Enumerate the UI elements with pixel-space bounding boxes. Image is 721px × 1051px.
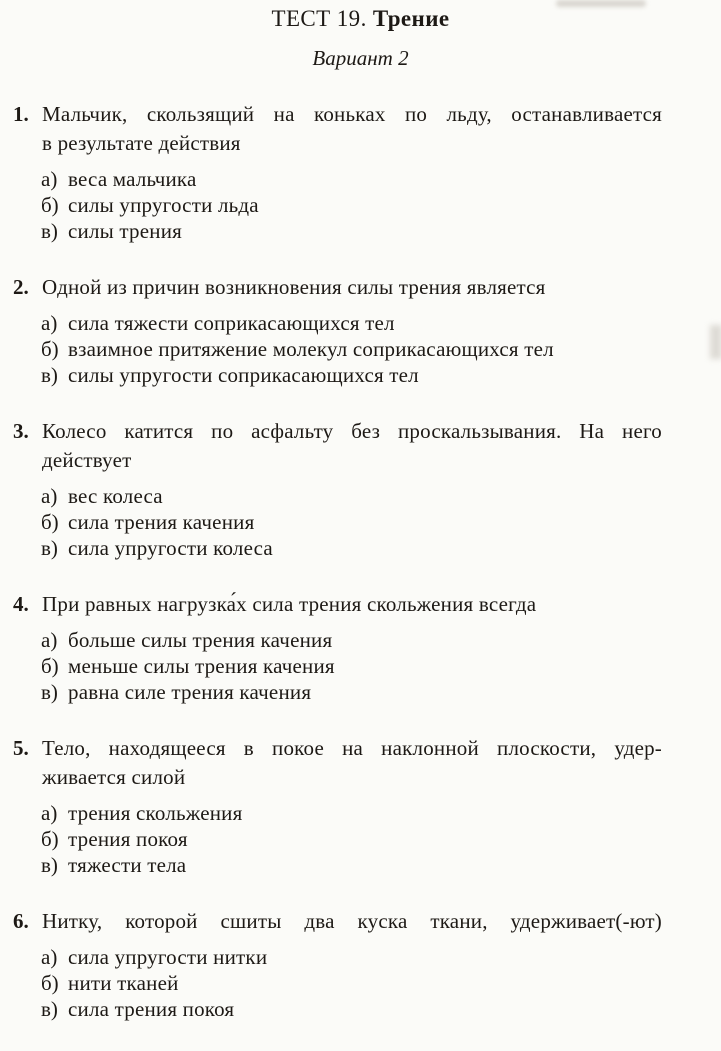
question-1 xyxy=(0,100,721,244)
option-letter: б) xyxy=(41,971,59,995)
question-text-line: Тело, находящееся в покое на наклонной плоскости, удер- xyxy=(42,736,662,760)
option xyxy=(41,218,721,244)
question-text-line: в результате действия xyxy=(42,131,241,155)
options-list xyxy=(41,483,721,561)
title-emphasis: Трение xyxy=(372,6,450,31)
question-number: 2. xyxy=(13,275,29,299)
option-text: трения покоя xyxy=(68,827,188,851)
option-letter: а) xyxy=(41,484,58,508)
question-text-line: Колесо катится по асфальту без проскальзывания. На него xyxy=(42,419,662,443)
options-list xyxy=(41,166,721,244)
question-4 xyxy=(0,590,721,705)
option xyxy=(41,192,721,218)
option-text: сила тяжести соприкасающихся тел xyxy=(68,311,395,335)
option xyxy=(41,166,721,192)
question-text xyxy=(42,100,662,158)
option-letter: в) xyxy=(41,680,58,704)
option-text: меньше силы трения качения xyxy=(68,654,335,678)
option-text: веса мальчика xyxy=(68,167,197,191)
questions-list xyxy=(0,100,721,1051)
options-list xyxy=(41,944,721,1022)
option-letter: а) xyxy=(41,945,58,969)
option xyxy=(41,970,721,996)
question-text-line: Мальчик, скользящий на коньках по льду, останавливается xyxy=(42,102,662,126)
option-text: нити тканей xyxy=(68,971,179,995)
question-6 xyxy=(0,907,721,1022)
option xyxy=(41,362,721,388)
options-list xyxy=(41,800,721,878)
question-number: 5. xyxy=(13,736,29,760)
option-letter: а) xyxy=(41,628,58,652)
options-list xyxy=(41,627,721,705)
option xyxy=(41,800,721,826)
question-text xyxy=(42,273,662,302)
question-text xyxy=(42,417,662,475)
option-text: сила трения качения xyxy=(68,510,255,534)
option xyxy=(41,483,721,509)
question-text-line: действует xyxy=(42,448,132,472)
option-letter: б) xyxy=(41,337,59,361)
option-letter: а) xyxy=(41,167,58,191)
option-letter: в) xyxy=(41,853,58,877)
option-text: силы трения xyxy=(68,219,182,243)
option xyxy=(41,679,721,705)
option xyxy=(41,852,721,878)
option-letter: б) xyxy=(41,654,59,678)
option-text: больше силы трения качения xyxy=(68,628,333,652)
option-text: тяжести тела xyxy=(68,853,187,877)
variant-label: Вариант 2 xyxy=(312,46,409,70)
option-text: трения скольжения xyxy=(68,801,243,825)
option-letter: а) xyxy=(41,801,58,825)
option-text: взаимное притяжение молекул соприкасающихся тел xyxy=(68,337,554,361)
option-text: силы упругости льда xyxy=(68,193,259,217)
option-letter: б) xyxy=(41,827,59,851)
option-letter: б) xyxy=(41,510,59,534)
question-number: 4. xyxy=(13,592,29,616)
option-text: равна силе трения качения xyxy=(68,680,312,704)
scan-artifact-top xyxy=(556,0,646,7)
option-text: сила упругости колеса xyxy=(68,536,273,560)
title-prefix: ТЕСТ 19. xyxy=(271,6,373,31)
question-text xyxy=(42,590,662,619)
option xyxy=(41,310,721,336)
question-text xyxy=(42,734,662,792)
option-letter: а) xyxy=(41,311,58,335)
question-number: 3. xyxy=(13,419,29,443)
option xyxy=(41,627,721,653)
question-text-line: При равных нагрузка́х сила трения скольжения всегда xyxy=(42,592,537,616)
question-text xyxy=(42,907,662,936)
question-text-line: живается силой xyxy=(42,765,186,789)
option-text: сила трения покоя xyxy=(68,997,235,1021)
option xyxy=(41,336,721,362)
option-letter: в) xyxy=(41,219,58,243)
option-letter: в) xyxy=(41,997,58,1021)
option xyxy=(41,996,721,1022)
question-2 xyxy=(0,273,721,388)
option-text: вес колеса xyxy=(68,484,163,508)
question-number: 6. xyxy=(13,909,29,933)
option xyxy=(41,826,721,852)
option xyxy=(41,535,721,561)
option-text: сила упругости нитки xyxy=(68,945,268,969)
question-text-line: Одной из причин возникновения силы трения является xyxy=(42,275,546,299)
option-letter: б) xyxy=(41,193,59,217)
question-3 xyxy=(0,417,721,561)
option xyxy=(41,509,721,535)
question-number: 1. xyxy=(13,102,29,126)
option-text: силы упругости соприкасающихся тел xyxy=(68,363,419,387)
option xyxy=(41,653,721,679)
options-list xyxy=(41,310,721,388)
option xyxy=(41,944,721,970)
option-letter: в) xyxy=(41,536,58,560)
question-5 xyxy=(0,734,721,878)
question-text-line: Нитку, которой сшиты два куска ткани, удерживает(-ют) xyxy=(42,909,662,933)
option-letter: в) xyxy=(41,363,58,387)
